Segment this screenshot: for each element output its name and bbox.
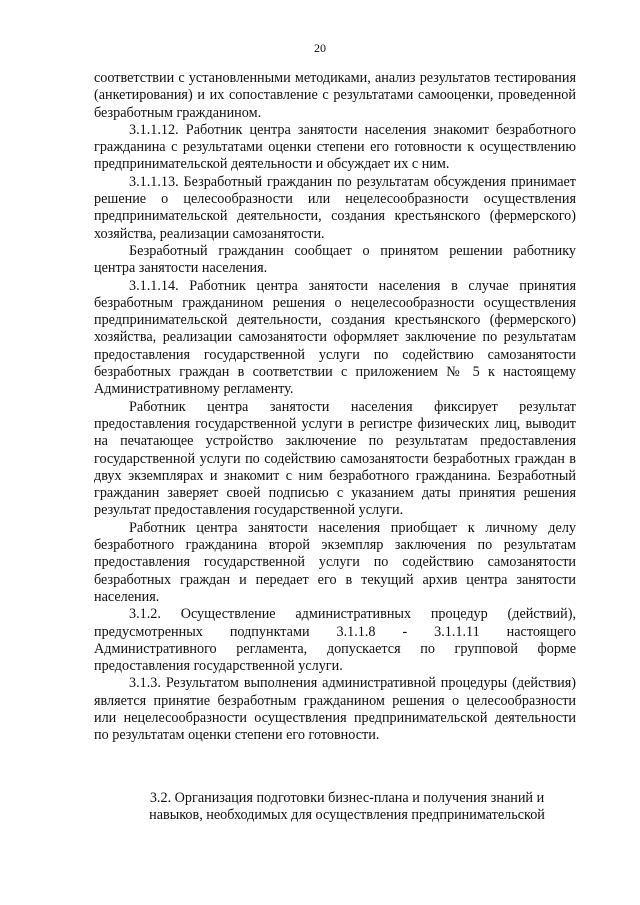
- paragraph-registry-record: Работник центра занятости населения фиксирует результат предоставления государственной услуги в регистре физических лиц, выводит на печатающее устройство заключение по результатам предоставления государственной услуги по содействию самозанятости безработных граждан в двух экземплярах и знакомит с ним безработного гражданина. Безработный гражданин заверяет своей подписью с указанием даты принятия решения результат предоставления государственной услуги.: [94, 398, 576, 519]
- paragraph-3-1-3: 3.1.3. Результатом выполнения административной процедуры (действия) является принятие безработным гражданином решения о целесообразности или нецелесообразности осуществления предпринимательской деятельности по результатам оценки степени его готовности.: [94, 675, 576, 744]
- page-number: 20: [314, 41, 326, 55]
- paragraph-decision-notice: Безработный гражданин сообщает о принятом решении работнику центра занятости населения.: [94, 242, 576, 277]
- paragraph-3-1-1-13: 3.1.1.13. Безработный гражданин по результатам обсуждения принимает решение о целесообразности или нецелесообразности осуществления предпринимательской деятельности, создания крестьянского (фермерского) хозяйства, реализации самозанятости.: [94, 173, 576, 242]
- paragraph-personal-file: Работник центра занятости населения приобщает к личному делу безработного гражданина второй экземпляр заключения по результатам предоставления государственной услуги по содействию самозанятости безработных граждан и передает его в текущий архив центра занятости населения.: [94, 519, 576, 605]
- body-text: [94, 70, 576, 745]
- paragraph-continuation: соответствии с установленными методиками, анализ результатов тестирования (анкетирования) и их сопоставление с результатами самооценки, проведенной безработным гражданином.: [94, 70, 576, 121]
- section-heading-3-2: 3.2. Организация подготовки бизнес-плана и получения знаний и навыков, необходимых для осуществления предпринимательской: [149, 790, 545, 824]
- paragraph-3-1-1-12: 3.1.1.12. Работник центра занятости населения знакомит безработного гражданина с результатами оценки степени его готовности к осуществлению предпринимательской деятельности и обсуждает их с ним.: [94, 121, 576, 173]
- paragraph-3-1-1-14: 3.1.1.14. Работник центра занятости населения в случае принятия безработным гражданином решения о нецелесообразности осуществления предпринимательской деятельности, создания крестьянского (фермерского) хозяйства, реализации самозанятости оформляет заключение по результатам предоставления государственной услуги по содействию самозанятости безработных граждан в соответствии с приложением № 5 к настоящему Административному регламенту.: [94, 277, 576, 398]
- paragraph-3-1-2: 3.1.2. Осуществление административных процедур (действий), предусмотренных подпунктами 3.1.1.8 - 3.1.1.11 настоящего Административного регламента, допускается по групповой форме предоставления государственной услуги.: [94, 606, 576, 675]
